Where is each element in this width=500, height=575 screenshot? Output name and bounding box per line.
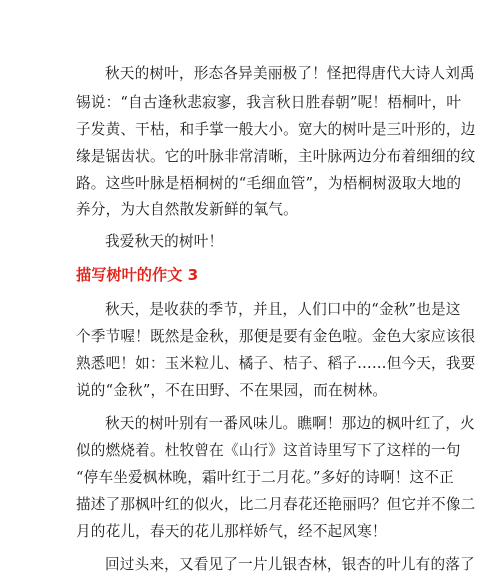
section-heading: 描写树叶的作文 3 — [76, 266, 199, 284]
text-line: 似的燃烧着。杜牧曾在《山行》这首诗里写下了这样的一句 — [76, 442, 461, 459]
text-line: 月的花儿，春天的花儿那样娇气，经不起风寒！ — [76, 523, 387, 540]
text-line: 秋天的树叶，形态各异美丽极了！怪把得唐代大诗人刘禹 — [105, 65, 475, 82]
text-line: “停车坐爱枫林晚，霜叶红于二月花。”多好的诗啊！这不正 — [76, 469, 454, 486]
text-line: 熟悉吧！如：玉米粒儿、橘子、桔子、稻子……但今天，我要 — [76, 355, 476, 372]
text-line: 养分，为大自然散发新鲜的氧气。 — [76, 201, 298, 218]
text-line: 描述了那枫叶红的似火，比二月春花还艳丽吗？但它并不像二 — [76, 496, 476, 513]
text-line: 锡说：“自古逢秋悲寂寥，我言秋日胜春朝”呢！梧桐叶，叶 — [76, 94, 462, 111]
text-line: 说的“金秋”，不在田野、不在果园，而在树林。 — [76, 382, 388, 399]
text-line: 我爱秋天的树叶！ — [105, 233, 224, 250]
text-line: 子发黄、干枯，和手掌一般大小。宽大的树叶是三叶形的，边 — [76, 121, 476, 138]
text-line: 秋天，是收获的季节，并且，人们口中的“金秋”也是这 — [105, 301, 461, 318]
text-line: 回过头来，又看见了一片儿银杏林，银杏的叶儿有的落了 — [105, 556, 475, 573]
text-line: 缘是锯齿状。它的叶脉非常清晰，主叶脉两边分布着细细的纹 — [76, 148, 476, 165]
text-line: 秋天的树叶别有一番风味儿。瞧啊！那边的枫叶红了，火 — [105, 415, 475, 432]
text-line: 路。这些叶脉是梧桐树的“毛细血管”，为梧桐树汲取大地的 — [76, 175, 462, 192]
text-line: 个季节喔！既然是金秋，那便是要有金色啦。金色大家应该很 — [76, 328, 476, 345]
